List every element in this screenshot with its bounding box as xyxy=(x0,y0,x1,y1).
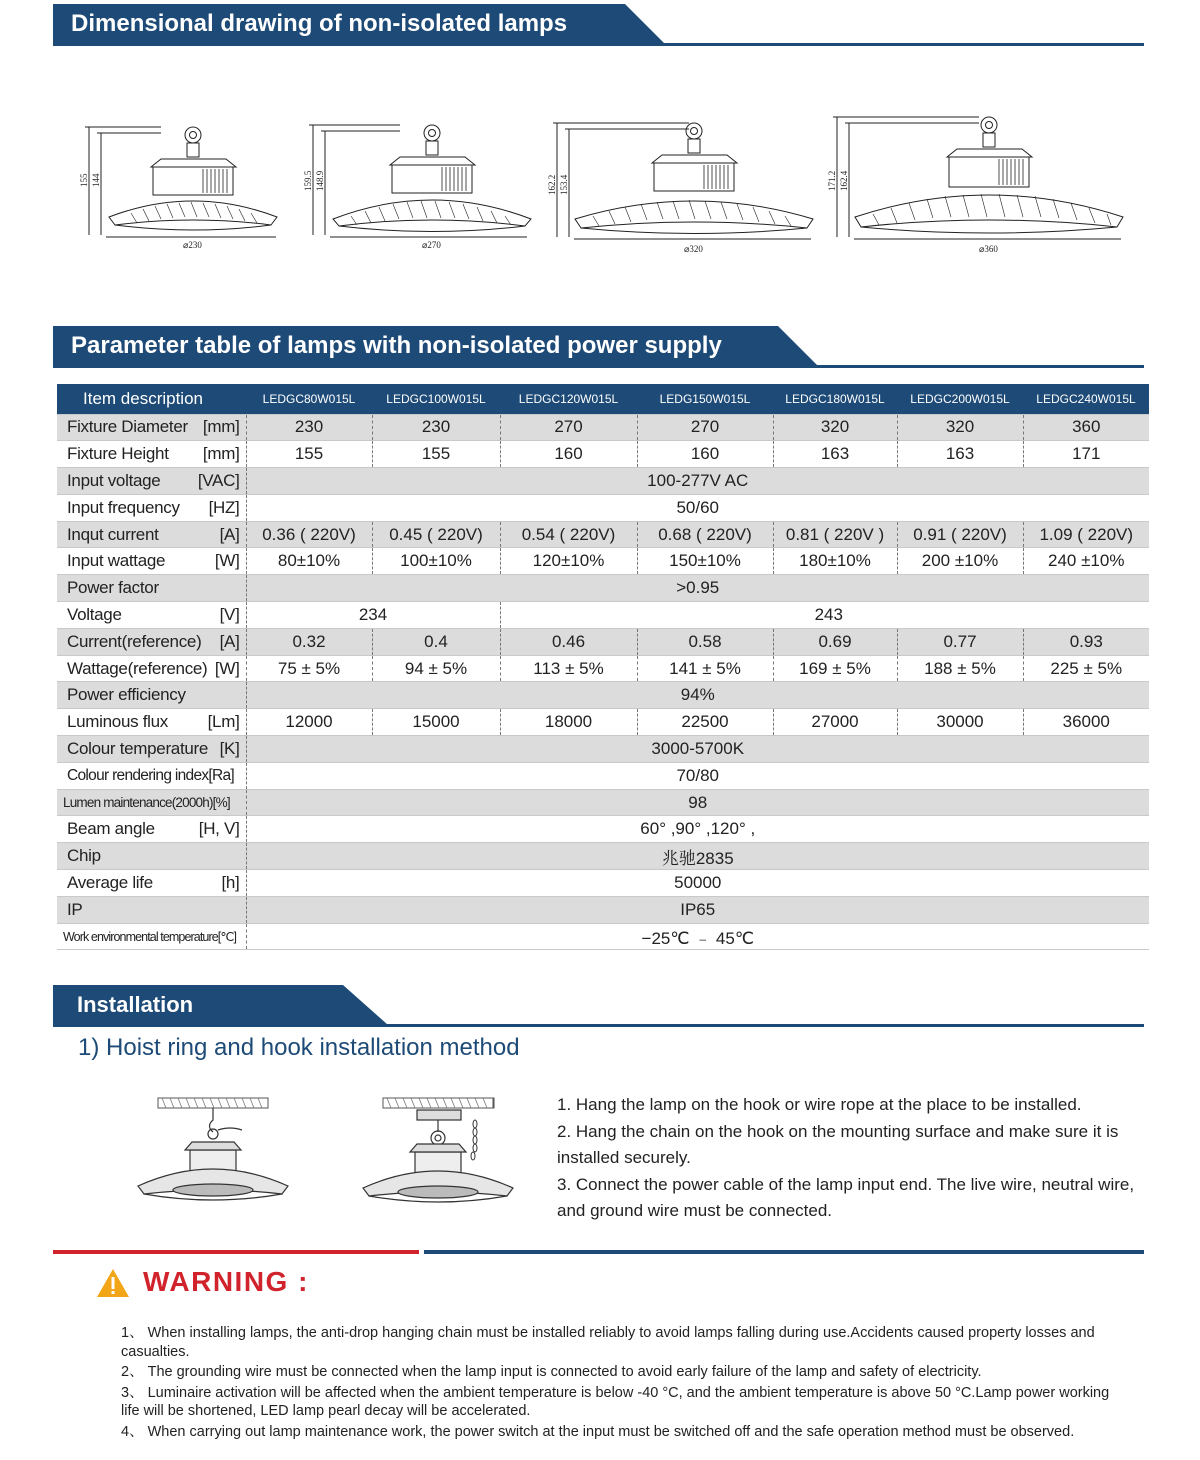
lamp-drawing-4 xyxy=(829,95,1129,260)
row-label: Power efficiency xyxy=(67,685,186,705)
height-inner-label: 148.9 xyxy=(315,170,325,191)
row-label: Lumen maintenance(2000h)[%] xyxy=(63,795,230,811)
table-row-frequency xyxy=(57,494,1149,521)
table-row-height xyxy=(57,441,1149,468)
row-label: Average life xyxy=(67,872,153,892)
table-cell: 70/80 xyxy=(676,765,720,785)
row-label: Power factor xyxy=(67,578,159,598)
divider-blue xyxy=(424,1250,1144,1254)
table-row-power-factor xyxy=(57,575,1149,602)
table-cell: 22500 xyxy=(637,709,773,736)
table-row-chip xyxy=(57,843,1149,870)
table-cell: 0.36 ( 220V) xyxy=(246,521,372,548)
height-outer-label: 155 xyxy=(79,173,89,187)
installation-method-title: 1) Hoist ring and hook installation method xyxy=(78,1034,520,1061)
row-unit: [W] xyxy=(214,658,240,678)
table-cell: 171 xyxy=(1072,444,1101,464)
row-label: Current(reference) xyxy=(67,631,202,651)
table-cell: 240 ±10% xyxy=(1048,551,1125,571)
table-cell: 113 ± 5% xyxy=(500,655,637,682)
table-cell: 120±10% xyxy=(500,548,637,575)
row-unit: [V] xyxy=(219,604,240,624)
row-unit: [A] xyxy=(219,524,240,544)
diameter-label: ⌀320 xyxy=(684,244,703,254)
row-label: Luminous flux xyxy=(67,712,168,732)
divider-red xyxy=(53,1250,419,1254)
table-cell: 12000 xyxy=(246,709,372,736)
table-cell: 163 xyxy=(897,441,1023,468)
table-cell: 50000 xyxy=(674,872,722,892)
table-row-voltage xyxy=(57,602,1149,629)
table-cell: 0.68 ( 220V) xyxy=(637,521,773,548)
table-cell: 75 ± 5% xyxy=(246,655,372,682)
table-cell: 0.54 ( 220V) xyxy=(500,521,637,548)
chain-installation-figure xyxy=(355,1090,520,1210)
table-cell: 3000-5700K xyxy=(246,736,1149,763)
table-cell: 155 xyxy=(246,441,372,468)
row-label: Fixture Diameter xyxy=(67,417,188,437)
table-cell: 94 ± 5% xyxy=(372,655,500,682)
table-cell: 94% xyxy=(246,682,1149,709)
table-cell: 163 xyxy=(773,441,897,468)
height-outer-label: 159.5 xyxy=(303,170,313,191)
table-cell: 155 xyxy=(372,441,500,468)
dimension-drawings xyxy=(53,95,1144,270)
table-row-beam-angle xyxy=(57,816,1149,843)
table-cell: 150±10% xyxy=(637,548,773,575)
row-unit: [H, V] xyxy=(198,819,240,839)
table-section-title: Parameter table of lamps with non-isolated power supply xyxy=(71,332,722,359)
row-label: Colour rendering index[Ra] xyxy=(67,766,235,784)
table-cell: 225 ± 5% xyxy=(1050,658,1123,678)
table-cell: 270 xyxy=(500,414,637,441)
column-header-model: LEDGC100W015L xyxy=(372,384,500,414)
row-unit: [Lm] xyxy=(207,712,240,732)
table-cell: IP65 xyxy=(246,896,1149,923)
height-inner-label: 162.4 xyxy=(839,170,849,191)
table-cell: 0.45 ( 220V) xyxy=(372,521,500,548)
table-cell: 160 xyxy=(637,441,773,468)
installation-step: 1. Hang the lamp on the hook or wire rope at the place to be installed. xyxy=(557,1095,1082,1114)
diameter-label: ⌀360 xyxy=(979,244,998,254)
table-cell: −25℃ ﹣ 45℃ xyxy=(641,929,754,949)
table-row-current-reference xyxy=(57,628,1149,655)
table-row-work-temperature xyxy=(57,923,1149,950)
table-cell: 360 xyxy=(1023,414,1149,441)
row-label: Inqut current xyxy=(67,524,159,544)
row-unit: [W] xyxy=(214,551,240,571)
table-row-average-life xyxy=(57,870,1149,897)
table-cell: 0.4 xyxy=(372,628,500,655)
row-unit: [K] xyxy=(219,738,240,758)
table-cell: 230 xyxy=(246,414,372,441)
table-row-input-current xyxy=(57,521,1149,548)
warning-item: 3、 Luminaire activation will be affected when the ambient temperature is below -40 °C, and the ambient temperature is above 50 °C.Lamp power working life will be shortened, LED lamp pearl decay will be accelerated. xyxy=(121,1384,1110,1419)
table-row-luminous-flux xyxy=(57,709,1149,736)
row-label: IP xyxy=(67,899,83,919)
banner-rule xyxy=(53,43,1144,46)
table-cell: >0.95 xyxy=(246,575,1149,602)
table-cell: 320 xyxy=(773,414,897,441)
row-label: Beam angle xyxy=(67,819,155,839)
table-row-input-voltage xyxy=(57,468,1149,495)
column-header-model: LEDGC180W015L xyxy=(773,384,897,414)
table-cell: 0.93 xyxy=(1023,628,1149,655)
table-cell: 15000 xyxy=(372,709,500,736)
row-unit: [A] xyxy=(219,631,240,651)
lamp-drawing-3 xyxy=(549,95,819,260)
table-cell: 27000 xyxy=(773,709,897,736)
table-row-power-efficiency xyxy=(57,682,1149,709)
table-cell: 98 xyxy=(246,789,1149,816)
table-cell: 243 xyxy=(814,604,843,624)
table-cell: 180±10% xyxy=(773,548,897,575)
row-unit: [h] xyxy=(221,872,240,892)
diameter-label: ⌀270 xyxy=(422,240,441,250)
row-unit: [HZ] xyxy=(208,497,240,517)
hook-installation-figure xyxy=(138,1098,288,1200)
table-cell: 160 xyxy=(500,441,637,468)
row-label: Input frequency xyxy=(67,497,180,517)
parameter-table xyxy=(57,384,1149,950)
diameter-label: ⌀230 xyxy=(183,240,202,250)
table-cell: 169 ± 5% xyxy=(773,655,897,682)
table-cell: 100±10% xyxy=(372,548,500,575)
warning-item: 1、 When installing lamps, the anti-drop hanging chain must be installed reliably to avoid lamps falling during use.Accidents caused property losses and casualties. xyxy=(121,1325,1095,1360)
lamp-drawing-1 xyxy=(81,95,281,255)
row-label: Wattage(reference) xyxy=(67,658,208,678)
table-cell: 0.69 xyxy=(773,628,897,655)
table-cell: 234 xyxy=(246,602,500,629)
table-cell: 80±10% xyxy=(246,548,372,575)
height-inner-label: 144 xyxy=(91,173,101,187)
table-cell: 230 xyxy=(372,414,500,441)
height-inner-label: 153.4 xyxy=(559,174,569,195)
table-cell: 18000 xyxy=(500,709,637,736)
row-unit: [mm] xyxy=(202,444,240,464)
table-row-ip xyxy=(57,896,1149,923)
warning-title: WARNING : xyxy=(143,1266,309,1297)
installation-step: 3. Connect the power cable of the lamp input end. The live wire, neutral wire, and ground wire must be connected. xyxy=(557,1174,1135,1220)
table-cell: 1.09 ( 220V) xyxy=(1023,521,1149,548)
table-cell: 0.91 ( 220V) xyxy=(897,521,1023,548)
table-cell: 0.46 xyxy=(500,628,637,655)
table-cell: 0.81 ( 220V ) xyxy=(773,521,897,548)
row-label: Colour temperature xyxy=(67,738,209,758)
row-label: Chip xyxy=(67,846,101,866)
installation-section-title: Installation xyxy=(77,992,194,1017)
row-unit: [mm] xyxy=(202,417,240,437)
height-outer-label: 162.2 xyxy=(547,174,557,195)
table-row-input-wattage xyxy=(57,548,1149,575)
banner-rule xyxy=(53,365,1144,368)
row-label: Work environmental temperature[℃] xyxy=(63,930,237,945)
column-header-item: Item description xyxy=(57,384,246,414)
row-unit: [VAC] xyxy=(197,470,240,490)
warning-item: 2、 The grounding wire must be connected when the lamp input is connected to avoid early failure of the lamp and safety of electricity. xyxy=(121,1364,982,1380)
table-row-wattage-reference xyxy=(57,655,1149,682)
row-label: Input voltage xyxy=(67,470,161,490)
lamp-drawing-2 xyxy=(305,95,535,255)
table-cell: 0.32 xyxy=(246,628,372,655)
table-cell: 100-277V AC xyxy=(246,468,1149,495)
table-cell: 30000 xyxy=(897,709,1023,736)
table-row-lumen-maintenance xyxy=(57,789,1149,816)
column-header-model: LEDGC240W015L xyxy=(1023,384,1149,414)
column-header-model: LEDGC120W015L xyxy=(500,384,637,414)
warning-icon xyxy=(96,1268,130,1298)
table-header-row xyxy=(57,384,1149,414)
table-cell: 36000 xyxy=(1062,712,1110,732)
table-cell: 270 xyxy=(637,414,773,441)
table-cell: 188 ± 5% xyxy=(897,655,1023,682)
table-cell: 0.58 xyxy=(637,628,773,655)
table-cell: 60° ,90° ,120° , xyxy=(640,819,756,839)
table-cell: 320 xyxy=(897,414,1023,441)
warning-item: 4、 When carrying out lamp maintenance work, the power switch at the input must be switched off and the safe operation method must be observed. xyxy=(121,1423,1075,1440)
banner-rule xyxy=(53,1024,1144,1027)
installation-step: 2. Hang the chain on the hook on the mounting surface and make sure it is installed securely. xyxy=(557,1121,1119,1167)
table-cell: 50/60 xyxy=(676,497,720,517)
installation-steps xyxy=(557,1092,1147,1225)
table-row-cri xyxy=(57,762,1149,789)
table-cell: 兆驰2835 xyxy=(246,843,1149,870)
table-cell: 200 ±10% xyxy=(897,548,1023,575)
row-label: Fixture Height xyxy=(67,444,169,464)
drawing-section-title: Dimensional drawing of non-isolated lamps xyxy=(71,10,568,37)
table-cell: 0.77 xyxy=(897,628,1023,655)
table-row-colour-temperature xyxy=(57,736,1149,763)
height-outer-label: 171.2 xyxy=(827,170,837,191)
row-label: Voltage xyxy=(67,604,122,624)
table-cell: 141 ± 5% xyxy=(637,655,773,682)
column-header-model: LEDGC200W015L xyxy=(897,384,1023,414)
column-header-model: LEDG150W015L xyxy=(637,384,773,414)
table-row-diameter xyxy=(57,414,1149,441)
column-header-model: LEDGC80W015L xyxy=(246,384,372,414)
warning-list xyxy=(121,1324,1131,1443)
row-label: Input wattage xyxy=(67,551,166,571)
